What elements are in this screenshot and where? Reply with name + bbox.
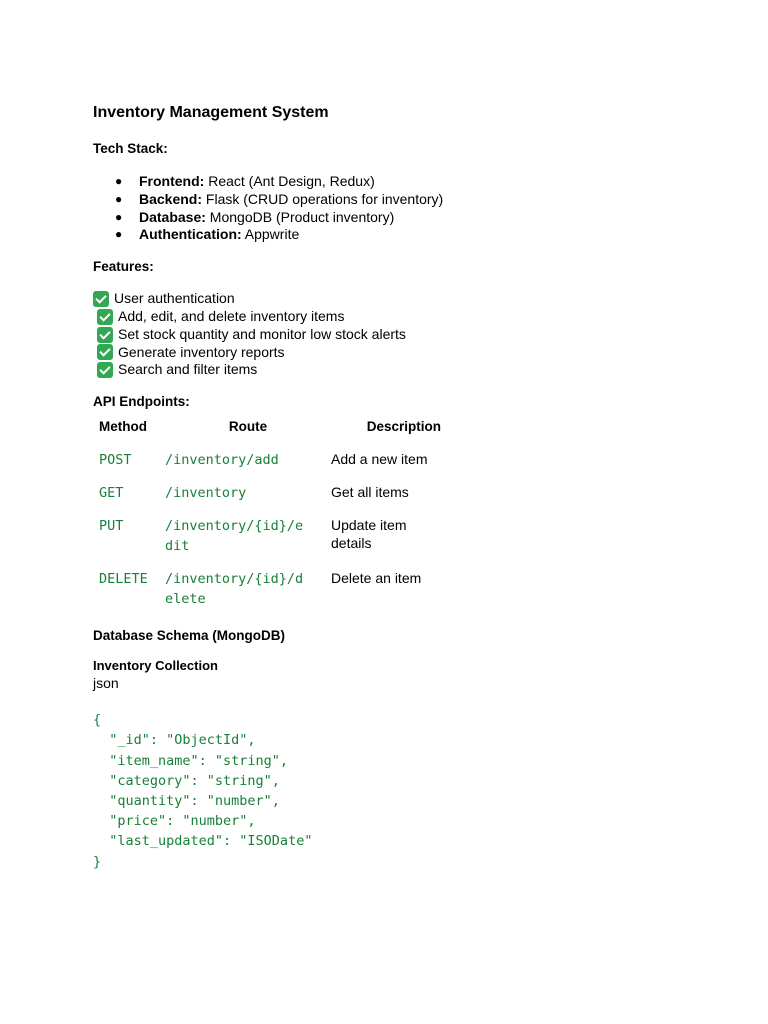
table-row xyxy=(93,470,441,503)
column-header-route: Route xyxy=(228,419,268,435)
tech-label: Frontend: xyxy=(139,173,205,189)
list-item xyxy=(93,344,693,362)
check-mark-button-icon xyxy=(97,327,113,343)
list-item xyxy=(93,290,693,308)
http-method: PUT xyxy=(99,518,124,535)
check-mark-button-icon xyxy=(93,291,109,307)
route-path: /inventory/{id}/e dit xyxy=(165,518,304,555)
document-title: Inventory Management System xyxy=(93,104,329,121)
api-endpoints-heading: API Endpoints: xyxy=(93,394,190,410)
route-description: Update item details xyxy=(331,517,407,552)
table-row xyxy=(93,439,441,470)
feature-text: Add, edit, and delete inventory items xyxy=(118,307,345,324)
column-header-method: Method xyxy=(99,419,147,435)
http-method: DELETE xyxy=(99,571,148,588)
bullet-icon: ● xyxy=(115,174,123,188)
http-method: GET xyxy=(99,485,124,502)
http-method: POST xyxy=(99,452,132,469)
tech-label: Database: xyxy=(139,208,206,225)
tech-stack-list xyxy=(93,173,693,244)
api-endpoints-table xyxy=(93,419,441,609)
tech-value: Flask (CRUD operations for inventory) xyxy=(202,190,444,207)
list-item xyxy=(93,308,693,326)
database-schema-heading: Database Schema (MongoDB) xyxy=(93,628,286,644)
route-description: Delete an item xyxy=(331,570,422,587)
schema-code-block: { "_id": "ObjectId", "item_name": "string", "category": "string", "quantity": "number", "price": "number", "last_updated": "ISODate" } xyxy=(93,712,313,870)
feature-text: User authentication xyxy=(114,290,235,307)
check-mark-button-icon xyxy=(97,344,113,360)
route-path: /inventory/{id}/d elete xyxy=(165,571,304,608)
features-list xyxy=(93,290,693,379)
feature-text: Set stock quantity and monitor low stock alerts xyxy=(118,325,406,342)
check-mark-button-icon xyxy=(97,309,113,325)
tech-value: React (Ant Design, Redux) xyxy=(204,173,375,189)
bullet-icon: ● xyxy=(115,209,123,224)
tech-label: Backend: xyxy=(139,190,203,207)
collection-subheading: Inventory Collection xyxy=(93,658,218,674)
feature-text: Generate inventory reports xyxy=(118,343,285,360)
table-row xyxy=(93,556,441,609)
route-description: Add a new item xyxy=(331,451,428,468)
tech-label: Authentication: xyxy=(139,226,242,243)
route-description: Get all items xyxy=(331,484,409,501)
tech-stack-heading: Tech Stack: xyxy=(93,141,168,156)
route-path: /inventory xyxy=(165,485,247,502)
tech-value: Appwrite xyxy=(241,226,300,243)
column-header-description: Description xyxy=(366,419,441,435)
tech-value: MongoDB (Product inventory) xyxy=(205,208,395,225)
table-row xyxy=(93,503,441,556)
list-item xyxy=(93,361,693,379)
route-path: /inventory/add xyxy=(165,452,279,469)
bullet-icon: ● xyxy=(115,191,123,206)
list-item xyxy=(93,173,693,191)
bullet-icon: ● xyxy=(115,227,123,242)
table-header-row xyxy=(93,419,441,439)
list-item xyxy=(93,326,693,344)
features-heading: Features: xyxy=(93,259,154,275)
list-item xyxy=(93,191,693,209)
feature-text: Search and filter items xyxy=(118,361,258,378)
list-item xyxy=(93,226,693,244)
check-mark-button-icon xyxy=(97,362,113,378)
code-language-label: json xyxy=(93,675,119,692)
list-item xyxy=(93,209,693,227)
document-page xyxy=(93,103,693,872)
